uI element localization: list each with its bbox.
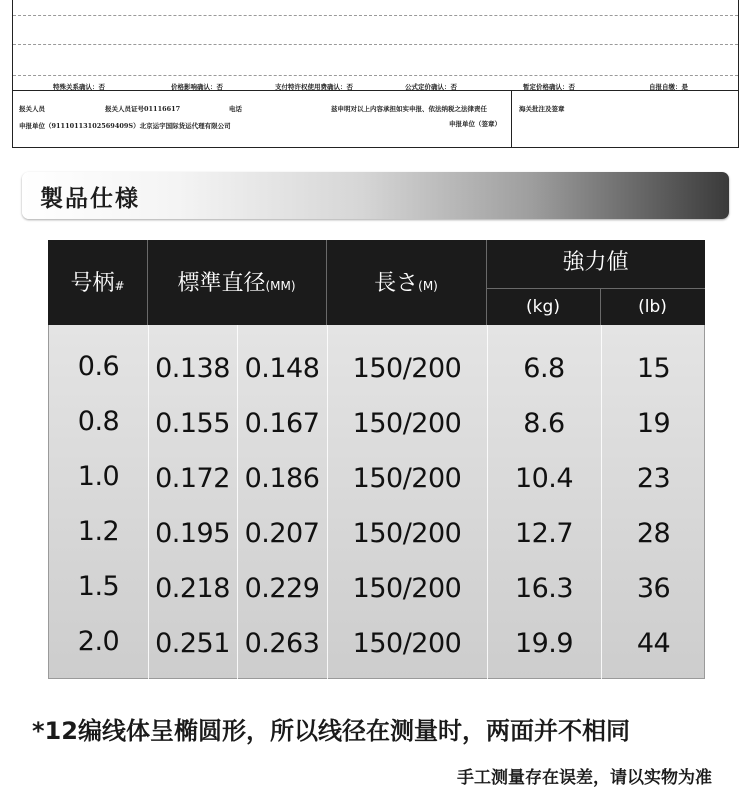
table-header bbox=[48, 240, 705, 325]
header-length-unit: (M) bbox=[418, 279, 438, 293]
form-unit-seal: 申报单位（签章） bbox=[449, 120, 501, 128]
table-cell-size: 0.6 bbox=[77, 351, 120, 382]
header-length bbox=[326, 273, 486, 295]
table-cell-length: 150/200 bbox=[352, 353, 462, 384]
header-lb: (lb) bbox=[638, 297, 667, 317]
table-cell-size: 0.8 bbox=[77, 406, 120, 437]
table-cell-length: 150/200 bbox=[352, 408, 462, 439]
form-royalty-payment: 支付特许权使用费确认：否 bbox=[275, 83, 353, 91]
table-cell-size: 2.0 bbox=[77, 626, 120, 657]
section-header-bar bbox=[22, 172, 729, 219]
table-cell-lb: 19 bbox=[636, 408, 671, 439]
table-cell-d2: 0.167 bbox=[244, 408, 320, 439]
table-cell-size: 1.5 bbox=[77, 571, 120, 602]
form-price-influence: 价格影响确认：否 bbox=[171, 83, 223, 91]
table-cell-lb: 15 bbox=[636, 353, 671, 384]
header-diameter-unit: (MM) bbox=[265, 279, 296, 293]
table-cell-d1: 0.138 bbox=[155, 353, 230, 384]
header-diameter-label: 標準直径 bbox=[177, 271, 266, 296]
table-cell-length: 150/200 bbox=[352, 463, 462, 494]
table-cell-d1: 0.195 bbox=[155, 518, 230, 549]
table-cell-d1: 0.251 bbox=[155, 628, 230, 659]
customs-declaration-form bbox=[12, 0, 739, 148]
table-cell-d1: 0.172 bbox=[155, 463, 230, 494]
header-size-unit: # bbox=[114, 279, 125, 293]
table-cell-lb: 36 bbox=[636, 573, 671, 604]
header-diameter bbox=[147, 273, 326, 295]
header-size bbox=[48, 273, 147, 295]
table-cell-d2: 0.263 bbox=[244, 628, 320, 659]
header-kg: (kg) bbox=[526, 297, 560, 317]
table-cell-kg: 6.8 bbox=[523, 353, 565, 384]
table-cell-kg: 19.9 bbox=[514, 628, 574, 659]
table-cell-lb: 23 bbox=[636, 463, 671, 494]
table-cell-lb: 44 bbox=[636, 628, 671, 659]
table-cell-kg: 10.4 bbox=[514, 463, 574, 494]
table-cell-d2: 0.207 bbox=[244, 518, 320, 549]
table-cell-d1: 0.218 bbox=[155, 573, 230, 604]
table-cell-d2: 0.148 bbox=[244, 353, 320, 384]
table-cell-d1: 0.155 bbox=[155, 408, 230, 439]
table-cell-length: 150/200 bbox=[352, 573, 462, 604]
form-declaration-statement: 兹申明对以上内容承担如实申报、依法纳税之法律责任 bbox=[331, 105, 487, 113]
form-customs-endorsement: 海关批注及签章 bbox=[519, 105, 565, 113]
table-cell-length: 150/200 bbox=[352, 518, 462, 549]
header-strength: 強力値 bbox=[562, 250, 629, 275]
header-length-label: 長さ bbox=[374, 271, 419, 296]
form-declaring-unit: 申报单位（91110113102569409S）北京运宇国际货运代理有限公司 bbox=[19, 122, 231, 130]
table-cell-length: 150/200 bbox=[352, 628, 462, 659]
table-cell-d2: 0.229 bbox=[244, 573, 320, 604]
table-cell-kg: 8.6 bbox=[523, 408, 565, 439]
form-declarant-label: 报关人员 bbox=[19, 105, 45, 113]
table-cell-lb: 28 bbox=[636, 518, 671, 549]
table-cell-size: 1.2 bbox=[77, 516, 120, 547]
form-special-relation: 特殊关系确认：否 bbox=[53, 83, 105, 91]
header-size-label: 号柄 bbox=[70, 271, 115, 296]
form-self-declare: 自报自缴：是 bbox=[649, 83, 688, 91]
form-formula-pricing: 公式定价确认：否 bbox=[405, 83, 457, 91]
form-declarant-id: 报关人员证号01116617 bbox=[105, 105, 181, 113]
form-provisional-price: 暂定价格确认：否 bbox=[523, 83, 575, 91]
table-body bbox=[48, 325, 705, 679]
spec-table bbox=[48, 240, 705, 679]
section-title: 製品仕様 bbox=[40, 186, 140, 212]
table-cell-kg: 12.7 bbox=[514, 518, 574, 549]
table-cell-size: 1.0 bbox=[77, 461, 120, 492]
note-measurement-error: 手工测量存在误差，请以实物为准 bbox=[457, 768, 712, 788]
table-cell-kg: 16.3 bbox=[514, 573, 574, 604]
note-ellipse-shape: *12编线体呈椭圆形，所以线径在测量时，两面并不相同 bbox=[32, 717, 630, 745]
form-phone-label: 电话 bbox=[229, 105, 242, 113]
table-cell-d2: 0.186 bbox=[244, 463, 320, 494]
